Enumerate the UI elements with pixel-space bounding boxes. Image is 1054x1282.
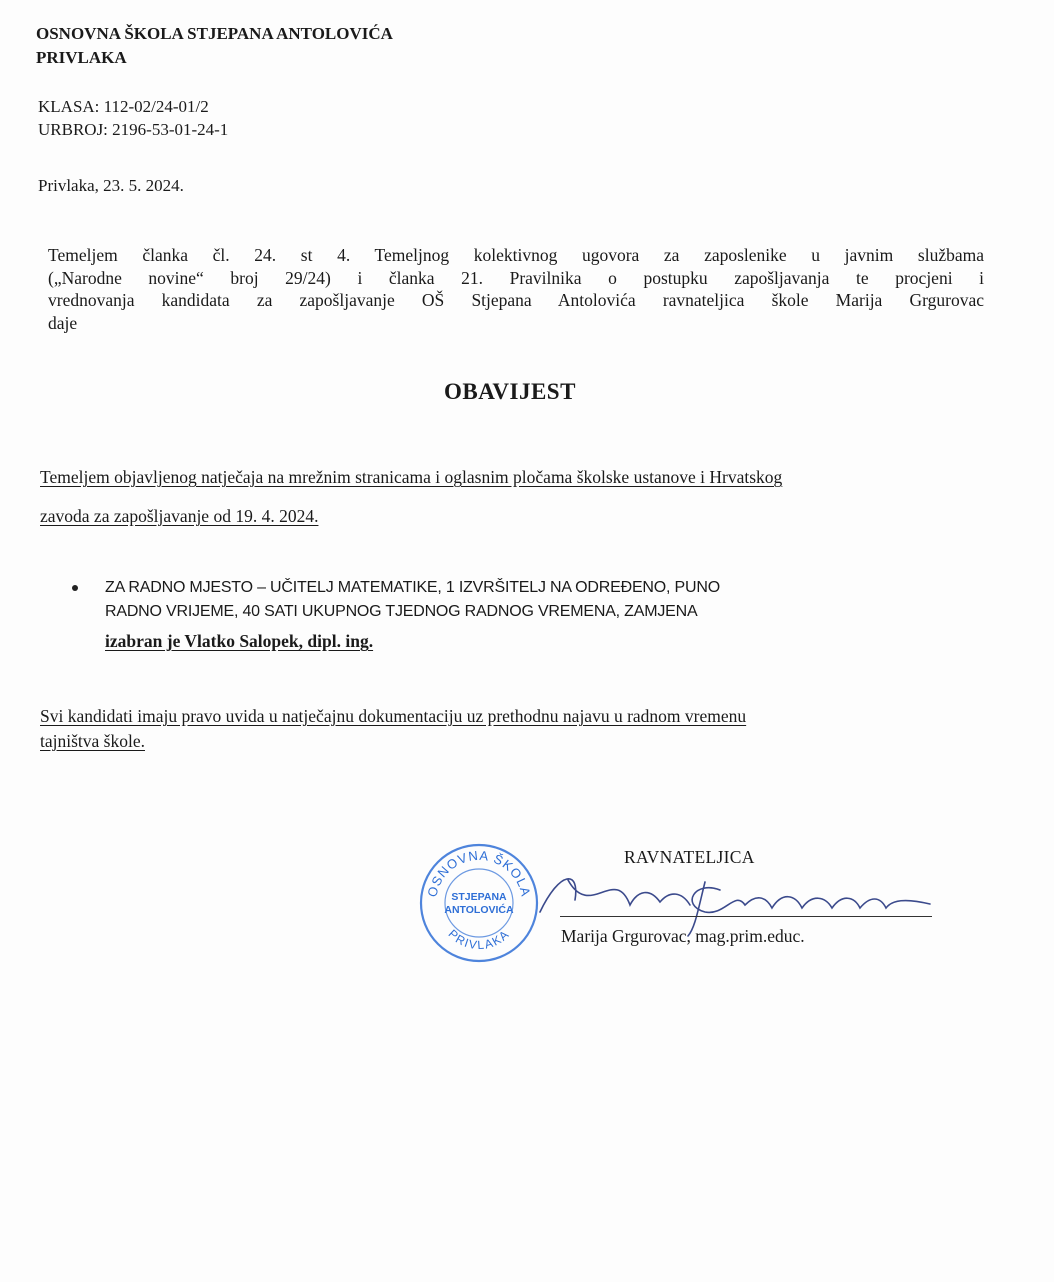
rights-line: tajništva škole. (40, 731, 145, 751)
stamp-top-text: OSNOVNA ŠKOLA (424, 847, 534, 899)
school-header (36, 22, 393, 70)
school-name: OSNOVNA ŠKOLA STJEPANA ANTOLOVIĆA (36, 24, 393, 43)
selected-candidate: izabran je Vlatko Salopek, dipl. ing. (105, 631, 374, 651)
rights-line: Svi kandidati imaju pravo uvida u natječajnu dokumentaciju uz prethodnu najavu u radnom vremenu (40, 706, 747, 726)
school-stamp (418, 842, 540, 964)
basis-line: zavoda za zapošljavanje od 19. 4. 2024. (40, 506, 319, 526)
bullet-icon (72, 585, 78, 591)
signature-line (560, 916, 932, 917)
intro-paragraph (48, 244, 984, 334)
intro-line: („Narodne novine“ broj 29/24) i članka 21. Pravilnika o postupku zapošljavanja te procjeni i (48, 267, 984, 288)
stamp-bottom-text: PRIVLAKA (445, 926, 513, 953)
school-town: PRIVLAKA (36, 48, 127, 67)
stamp-center-line: STJEPANA (451, 891, 507, 903)
position-line: ZA RADNO MJESTO – UČITELJ MATEMATIKE, 1 IZVRŠITELJ NA ODREĐENO, PUNO (105, 579, 720, 596)
svg-text:PRIVLAKA (446, 927, 513, 952)
place-date: Privlaka, 23. 5. 2024. (38, 176, 184, 195)
position-line: RADNO VRIJEME, 40 SATI UKUPNOG TJEDNOG RADNOG VREMENA, ZAMJENA (105, 603, 698, 620)
basis-line: Temeljem objavljenog natječaja na mrežnim stranicama i oglasnim pločama školske ustanove i Hrvatskog (40, 467, 783, 487)
klasa-reference: KLASA: 112-02/24-01/2 (38, 97, 209, 116)
signer-role: RAVNATELJICA (624, 847, 755, 867)
urbroj-reference: URBROJ: 2196-53-01-24-1 (38, 120, 229, 139)
document-title: OBAVIJEST (444, 379, 576, 404)
intro-line: Temeljem članka čl. 24. st 4. Temeljnog kolektivnog ugovora za zaposlenike u javnim službama (48, 245, 984, 265)
intro-line: daje (48, 312, 78, 333)
intro-line: vrednovanja kandidata za zapošljavanje OŠ Stjepana Antolovića ravnateljica škole Marija Grgurovac (48, 290, 984, 310)
signer-name: Marija Grgurovac, mag.prim.educ. (561, 926, 805, 946)
stamp-center-line: ANTOLOVIĆA (444, 904, 514, 916)
